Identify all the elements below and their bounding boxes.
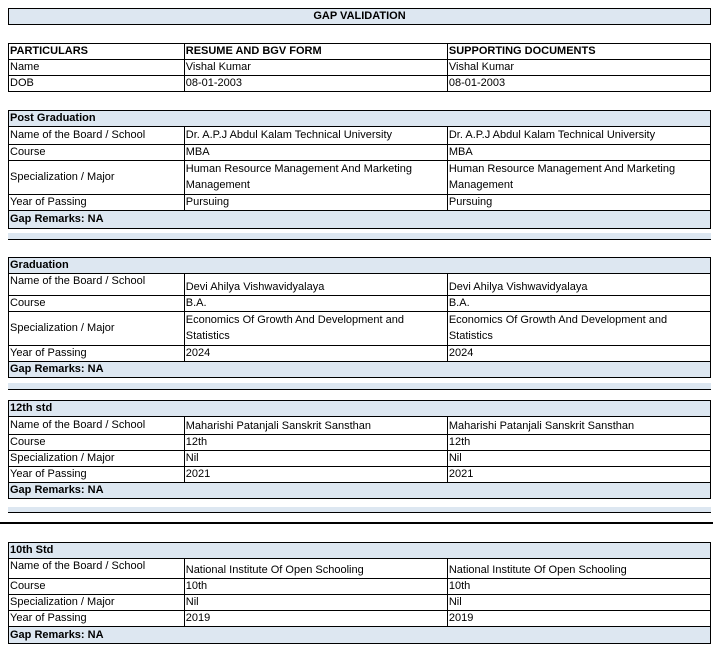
- resume-value: National Institute Of Open Schooling: [184, 559, 447, 579]
- resume-value: Dr. A.P.J Abdul Kalam Technical University: [184, 127, 447, 145]
- resume-value: MBA: [184, 145, 447, 161]
- section-title: 12th std: [9, 401, 711, 417]
- resume-value: 12th: [184, 435, 447, 451]
- row-label: Name of the Board / School: [9, 127, 185, 145]
- row-label: Course: [9, 296, 185, 312]
- header-particulars: PARTICULARS: [9, 44, 185, 60]
- document-value: 2021: [447, 467, 710, 483]
- resume-value: Human Resource Management And Marketing Management: [184, 161, 447, 195]
- title-table: [8, 8, 711, 25]
- row-label: Year of Passing: [9, 467, 185, 483]
- resume-value: Maharishi Patanjali Sanskrit Sansthan: [184, 417, 447, 435]
- section-title: Post Graduation: [9, 111, 711, 127]
- row-label: Name of the Board / School: [9, 559, 185, 579]
- section-spacer: [8, 507, 711, 513]
- row-label: Specialization / Major: [9, 451, 185, 467]
- row-label: Specialization / Major: [9, 161, 185, 195]
- document-value: 12th: [447, 435, 710, 451]
- row-label: Course: [9, 435, 185, 451]
- section-spacer: [8, 233, 711, 240]
- row-label: Course: [9, 145, 185, 161]
- resume-value: Economics Of Growth And Development and Statistics: [184, 312, 447, 346]
- row-label: DOB: [9, 76, 185, 92]
- resume-value: 2019: [184, 611, 447, 627]
- personal-table: [8, 43, 711, 92]
- row-label: Course: [9, 579, 185, 595]
- row-label: Specialization / Major: [9, 595, 185, 611]
- document-value: Human Resource Management And Marketing Management: [447, 161, 710, 195]
- resume-value: Vishal Kumar: [184, 60, 447, 76]
- row-label: Name of the Board / School: [9, 417, 185, 435]
- document-value: Devi Ahilya Vishwavidyalaya: [447, 274, 710, 296]
- gap-remarks: Gap Remarks: NA: [9, 627, 711, 644]
- row-label: Year of Passing: [9, 611, 185, 627]
- section-title: Graduation: [9, 258, 711, 274]
- resume-value: B.A.: [184, 296, 447, 312]
- row-label: Year of Passing: [9, 346, 185, 362]
- document-value: Dr. A.P.J Abdul Kalam Technical University: [447, 127, 710, 145]
- document-value: Nil: [447, 595, 710, 611]
- gap-remarks: Gap Remarks: NA: [9, 362, 711, 378]
- resume-value: 10th: [184, 579, 447, 595]
- resume-value: 2024: [184, 346, 447, 362]
- gap-remarks: Gap Remarks: NA: [9, 483, 711, 499]
- resume-value: Nil: [184, 451, 447, 467]
- section-10th: [8, 542, 711, 644]
- document-value: 2019: [447, 611, 710, 627]
- document-value: Pursuing: [447, 195, 710, 211]
- section-post-graduation: [8, 110, 711, 229]
- row-label: Specialization / Major: [9, 312, 185, 346]
- document-value: Nil: [447, 451, 710, 467]
- row-label: Year of Passing: [9, 195, 185, 211]
- section-12th: [8, 400, 711, 499]
- document-value: 08-01-2003: [447, 76, 710, 92]
- section-graduation: [8, 257, 711, 378]
- document-value: B.A.: [447, 296, 710, 312]
- document-value: 2024: [447, 346, 710, 362]
- document-value: Vishal Kumar: [447, 60, 710, 76]
- gap-remarks: Gap Remarks: NA: [9, 211, 711, 229]
- document-value: Maharishi Patanjali Sanskrit Sansthan: [447, 417, 710, 435]
- resume-value: Pursuing: [184, 195, 447, 211]
- document-value: 10th: [447, 579, 710, 595]
- section-title: 10th Std: [9, 543, 711, 559]
- page-title: GAP VALIDATION: [9, 9, 711, 25]
- resume-value: 08-01-2003: [184, 76, 447, 92]
- resume-value: 2021: [184, 467, 447, 483]
- document-value: MBA: [447, 145, 710, 161]
- document-value: National Institute Of Open Schooling: [447, 559, 710, 579]
- row-label: Name of the Board / School: [9, 274, 185, 296]
- section-spacer: [8, 383, 711, 390]
- resume-value: Devi Ahilya Vishwavidyalaya: [184, 274, 447, 296]
- document-value: Economics Of Growth And Development and Statistics: [447, 312, 710, 346]
- header-resume: RESUME AND BGV FORM: [184, 44, 447, 60]
- header-documents: SUPPORTING DOCUMENTS: [447, 44, 710, 60]
- row-label: Name: [9, 60, 185, 76]
- resume-value: Nil: [184, 595, 447, 611]
- page-divider: [0, 522, 713, 524]
